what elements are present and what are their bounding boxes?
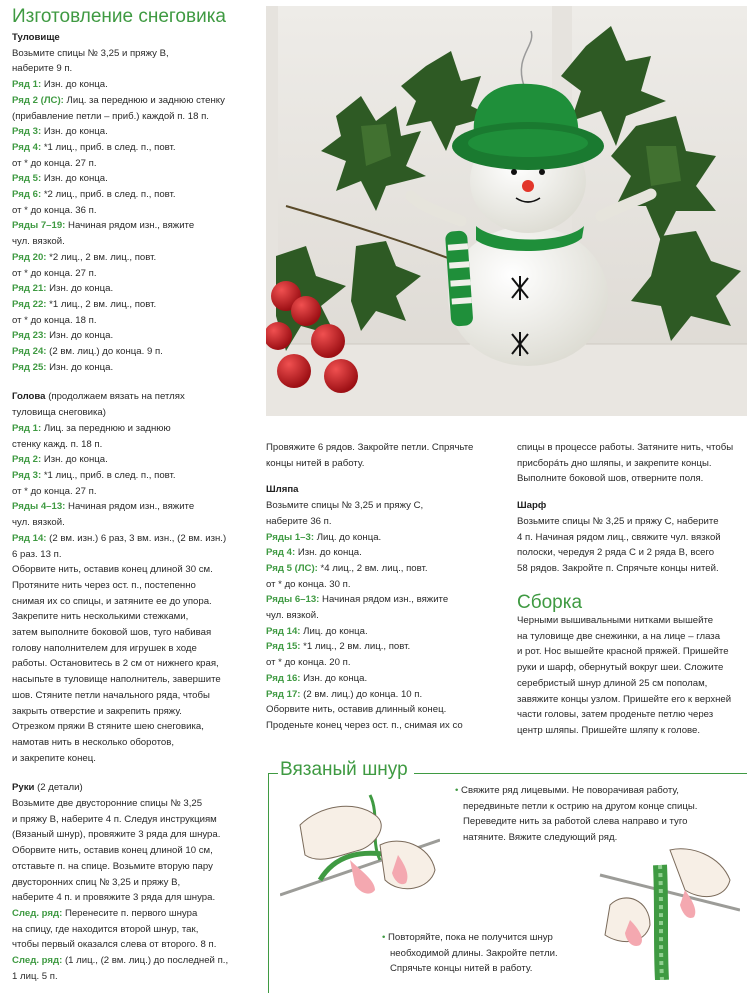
scarf-line: Возьмите спицы № 3,25 и пряжу C, наберите [517,515,719,527]
instruction-row [266,592,473,608]
icord-step2 [382,930,558,977]
row-text: закрыть отверстие и закрепить пряжу. [12,705,182,717]
row-text: от * до конца. 18 п. [12,314,97,326]
icord-line-text: Свяжите ряд лицевыми. Не поворачивая работу, [461,785,679,796]
row-text: голову наполнителем для игрушек в ходе [12,642,197,654]
assembly-line: и рот. Нос вышейте красной пряжей. Пришейте [517,646,729,658]
row-label: Ряд 3: [12,126,42,138]
row-text: (2 вм. изн.) 6 раз, 3 вм. изн., (2 вм. изн.) [46,532,227,544]
arms-heading: Руки [12,782,35,794]
instruction-row [12,297,228,313]
icord-step1 [455,783,697,846]
instruction-row [12,906,228,922]
col3-intro-line: Выполните боковой шов, отверните поля. [517,473,704,485]
instruction-row [266,702,473,718]
row-label: Ряд 20: [12,251,47,263]
row-label: Ряд 24: [12,346,47,358]
col2-intro-line: концы нитей в работу. [266,457,365,469]
instruction-row [266,577,473,593]
row-text: Оборвите нить, оставив длинный конец. [266,704,447,716]
row-text: Оборвите нить, оставив конец длиной 10 см, [12,845,213,857]
row-text: *1 лиц., 2 вм. лиц., повт. [46,298,157,310]
instruction-row [12,609,228,625]
arms-heading-rest: (2 детали) [34,782,83,794]
row-text: Изн. до конца. [46,330,114,342]
row-label: Ряд 1: [12,79,42,91]
bullet-icon [455,832,463,843]
row-text: Проденьте конец через ост. п., снимая их со [266,719,463,731]
head-heading-rest: (продолжаем вязать на петлях [45,391,185,403]
row-label: Ряд 23: [12,330,47,342]
bullet-icon: • [455,785,462,796]
instruction-row [12,843,228,859]
row-label: Ряд 4: [266,547,296,559]
row-text: чул. вязкой. [12,236,65,248]
bullet-icon [455,801,463,812]
instruction-row [266,718,473,734]
bullet-icon: • [382,932,389,943]
instruction-row [12,735,228,751]
assembly-line: руки и шарф, обернутый вокруг шеи. Сложите [517,662,724,674]
hat-rows [266,498,473,734]
icord-line-text: Переведите нить за работой слева направо и туго [463,816,688,828]
instruction-row [12,719,228,735]
instruction-row [12,77,228,93]
row-text: *4 лиц., 2 вм. лиц., повт. [317,562,428,574]
row-text: *1 лиц., приб. в след. п., повт. [41,141,176,153]
instruction-row [12,922,228,938]
row-text: чул. вязкой. [12,517,65,529]
row-text: и пряжу B, наберите 4 п. Следуя инструкциям [12,813,217,825]
row-text: снимая их со спицы, и затяните ее до упора. [12,595,212,607]
row-text: Начиная рядом изн., вяжите [65,220,195,232]
instruction-row [266,687,473,703]
instruction-row [12,266,228,282]
row-text: Лиц. за переднюю и заднюю [41,422,171,434]
instruction-row [12,953,228,969]
icord-line [455,799,697,815]
instruction-row [266,608,473,624]
row-text: намотав нить в несколько оборотов, [12,736,174,748]
row-label: Ряд 4: [12,141,42,153]
row-text: чтобы первый оказался слева от второго. 8 п. [12,939,217,951]
col3-intro [517,440,733,487]
row-text: насыпьте в туловище наполнитель, завершите [12,674,221,686]
row-text: *2 лиц., приб. в след. п., повт. [41,189,176,201]
head-rows [12,421,228,766]
bullet-icon [455,816,463,827]
instruction-row [266,671,473,687]
instruction-row [12,796,228,812]
assembly-line: центр шляпы. Пришейте шляпу к голове. [517,724,701,736]
instruction-row [266,624,473,640]
row-text: Перенесите п. первого шнура [62,907,198,919]
instruction-row [12,437,228,453]
row-text: Изн. до конца. [295,547,362,559]
instruction-row [266,561,473,577]
instruction-row [12,140,228,156]
row-text: (прибавление петли – приб.) каждой п. 18 п. [12,110,209,122]
instruction-row [12,515,228,531]
icord-line [382,930,558,946]
row-text: наберите 4 п. и провяжите 3 ряда для шнура. [12,892,216,904]
icord-line-text: необходимой длины. Закройте петли. [390,947,558,959]
row-text: *2 лиц., 2 вм. лиц., повт. [46,251,157,263]
instruction-row [12,594,228,610]
row-text: Изн. до конца. [300,672,368,684]
arms-heading-line [12,780,228,796]
row-label: Ряд 25: [12,361,47,373]
assembly-text [517,613,731,739]
row-label: Ряд 22: [12,298,47,310]
instruction-row [12,124,228,140]
column-3 [517,440,733,577]
row-text: от * до конца. 20 п. [266,657,351,669]
row-text: затем выполните боковой шов, туго набивая [12,627,212,639]
row-label: След. ряд: [12,907,63,919]
col2-intro-line: Провяжите 6 рядов. Закройте петли. Спрячьте [266,442,474,453]
instruction-row [12,641,228,657]
icord-title: Вязаный шнур [278,760,414,779]
row-text: Оборвите нить, оставив конец длиной 30 см. [12,564,213,576]
instruction-row [12,547,228,563]
instruction-row [12,578,228,594]
row-label: След. ряд: [12,955,63,967]
instruction-row [12,360,228,376]
scarf-line: 58 рядов. Закройте п. Спрячьте концы нитей. [517,562,719,574]
torso-rows [12,77,228,375]
arms-rows [12,796,228,984]
instruction-row [12,313,228,329]
instruction-row [12,234,228,250]
instruction-row [12,187,228,203]
instruction-row [12,421,228,437]
instruction-row [12,452,228,468]
head-heading-line [12,389,228,405]
instruction-row [12,218,228,234]
row-label: Ряд 5 (ЛС): [266,562,318,574]
row-label: Ряды 7–19: [12,220,66,232]
col2-intro [266,440,473,471]
instruction-row [12,484,228,500]
row-text: чул. вязкой. [266,610,319,622]
row-label: Ряды 4–13: [12,501,66,513]
row-text: Начиная рядом изн., вяжите [65,501,195,513]
row-label: Ряды 1–3: [266,531,315,543]
scarf-line: 4 п. Начиная рядом лиц., свяжите чул. вязкой [517,531,721,543]
instruction-row [266,545,473,561]
icord-line [382,961,558,977]
instruction-row [12,156,228,172]
instruction-row [12,281,228,297]
row-text: Изн. до конца. [41,79,108,91]
instruction-row [12,969,228,985]
bullet-icon [382,963,390,974]
torso-intro-line: наберите 9 п. [12,63,73,75]
row-text: Изн. до конца. [41,454,108,466]
row-text: Начиная рядом изн., вяжите [319,594,449,606]
row-text: от * до конца. 27 п. [12,157,97,169]
row-text: (2 вм. лиц.) до конца. 9 п. [46,346,163,358]
row-text: *1 лиц., приб. в след. п., повт. [41,469,176,481]
instruction-row [266,498,473,514]
torso-intro-line: Возьмите спицы № 3,25 и пряжу B, [12,47,169,59]
row-text: Отрезком пряжи B стяните шею снеговика, [12,721,204,733]
row-text: двусторонних спиц № 3,25 и пряжу B, [12,876,181,888]
icord-line-text: Спрячьте концы нитей в работу. [390,963,533,975]
instruction-row [266,514,473,530]
icord-illustration-2 [590,845,740,985]
bullet-icon [382,948,390,959]
scarf-rows [517,514,733,577]
row-text: Возьмите две двусторонние спицы № 3,25 [12,798,203,810]
instruction-row [12,875,228,891]
row-label: Ряд 17: [266,688,301,700]
row-text: от * до конца. 27 п. [12,485,97,497]
instruction-row [12,890,228,906]
row-text: от * до конца. 27 п. [12,267,97,279]
instruction-row [266,655,473,671]
row-text: Изн. до конца. [41,173,108,185]
row-label: Ряд 3: [12,469,42,481]
row-label: Ряд 2 (ЛС): [12,94,64,106]
row-text: Изн. до конца. [41,126,108,138]
instruction-row [12,93,228,109]
row-text: Протяните нить через ост. п., постепенно [12,579,196,591]
row-text: (1 лиц., (2 вм. лиц.) до последней п., [62,955,229,967]
instruction-row [12,531,228,547]
icord-line-text: натяните. Вяжите следующий ряд. [463,832,618,844]
row-label: Ряд 21: [12,283,47,295]
row-label: Ряд 14: [12,532,47,544]
hat-heading: Шляпа [266,484,299,496]
row-text: стенку кажд. п. 18 п. [12,438,103,450]
head-heading: Голова [12,391,46,403]
row-text: отставьте п. на спице. Возьмите вторую пару [12,860,213,872]
row-label: Ряд 15: [266,641,301,653]
column-1 [12,30,228,984]
col3-intro-line: присбора́ть дно шляпы, и закрепите концы. [517,457,712,469]
head-heading-line2: туловища снеговика) [12,407,106,419]
instruction-row [12,344,228,360]
instruction-row [12,203,228,219]
row-text: (Вязаный шнур), провяжите 3 ряда для шнура. [12,829,221,841]
assembly-line: части головы, затем проденьте петлю через [517,709,714,721]
torso-heading: Туловище [12,32,60,43]
instruction-row [12,827,228,843]
page-title: Изготовление снеговика [12,6,226,27]
icord-line [455,814,697,830]
row-text: (2 вм. лиц.) до конца. 10 п. [300,688,423,700]
row-label: Ряд 6: [12,189,42,201]
row-text: от * до конца. 30 п. [266,578,351,590]
instruction-row [12,171,228,187]
row-text: на спицу, где находится второй шнур, так, [12,923,199,935]
row-text: Лиц. за переднюю и заднюю стенку [63,94,225,106]
instruction-row [12,625,228,641]
row-label: Ряд 2: [12,454,42,466]
row-text: Изн. до конца. [46,283,114,295]
instruction-row [12,562,228,578]
instruction-row [12,250,228,266]
instruction-row [12,672,228,688]
instruction-row [12,937,228,953]
instruction-row [12,859,228,875]
scarf-heading: Шарф [517,500,547,512]
row-label: Ряд 14: [266,625,301,637]
instruction-row [12,109,228,125]
row-text: шов. Стяните петли начального ряда, чтобы [12,689,210,701]
icord-line-text: передвиньте петли к острию на другом конце спицы. [463,800,698,812]
icord-illustration-1 [280,785,440,910]
icord-line [382,946,558,962]
assembly-line: серебристый шнур длиной 25 см пополам, [517,677,708,689]
row-text: Изн. до конца. [46,361,114,373]
row-text: работы. Остановитесь в 2 см от нижнего края, [12,658,219,670]
instruction-row [12,751,228,767]
instruction-row [12,468,228,484]
row-text: от * до конца. 36 п. [12,204,97,216]
icord-line [455,830,697,846]
col3-intro-line: спицы в процессе работы. Затяните нить, чтобы [517,442,734,453]
row-text: 1 лиц. 5 п. [12,970,58,982]
row-text: наберите 36 п. [266,515,332,527]
assembly-rows [517,613,731,739]
scarf-line: полоски, чередуя 2 ряда C и 2 ряда B, всего [517,547,715,559]
row-text: Лиц. до конца. [314,531,382,543]
column-2 [266,440,473,734]
row-label: Ряды 6–13: [266,594,320,606]
instruction-row [12,704,228,720]
icord-line-text: Повторяйте, пока не получится шнур [388,932,553,943]
row-label: Ряд 5: [12,173,42,185]
assembly-line: завяжите концы узлом. Пришейте его к верхней [517,693,732,705]
row-text: Лиц. до конца. [300,625,368,637]
instruction-row [266,639,473,655]
instruction-row [12,328,228,344]
assembly-line: Черными вышивальными нитками вышейте [517,615,714,626]
icord-line [455,783,697,799]
assembly-heading: Сборка [517,592,583,613]
row-text: *1 лиц., 2 вм. лиц., повт. [300,641,411,653]
row-text: Возьмите спицы № 3,25 и пряжу C, [266,500,424,512]
instruction-row [12,499,228,515]
instruction-row [266,530,473,546]
instruction-row [12,656,228,672]
row-text: Закрепите нить несколькими стежками, [12,611,189,623]
row-text: 6 раз. 13 п. [12,548,62,560]
torso-intro [12,46,228,77]
snowman-photo [266,6,747,416]
assembly-line: на туловище две снежинки, а на лице – глаза [517,630,721,642]
instruction-row [12,688,228,704]
instruction-row [12,812,228,828]
row-label: Ряд 16: [266,672,301,684]
row-label: Ряд 1: [12,422,42,434]
row-text: и закрепите конец. [12,752,96,764]
